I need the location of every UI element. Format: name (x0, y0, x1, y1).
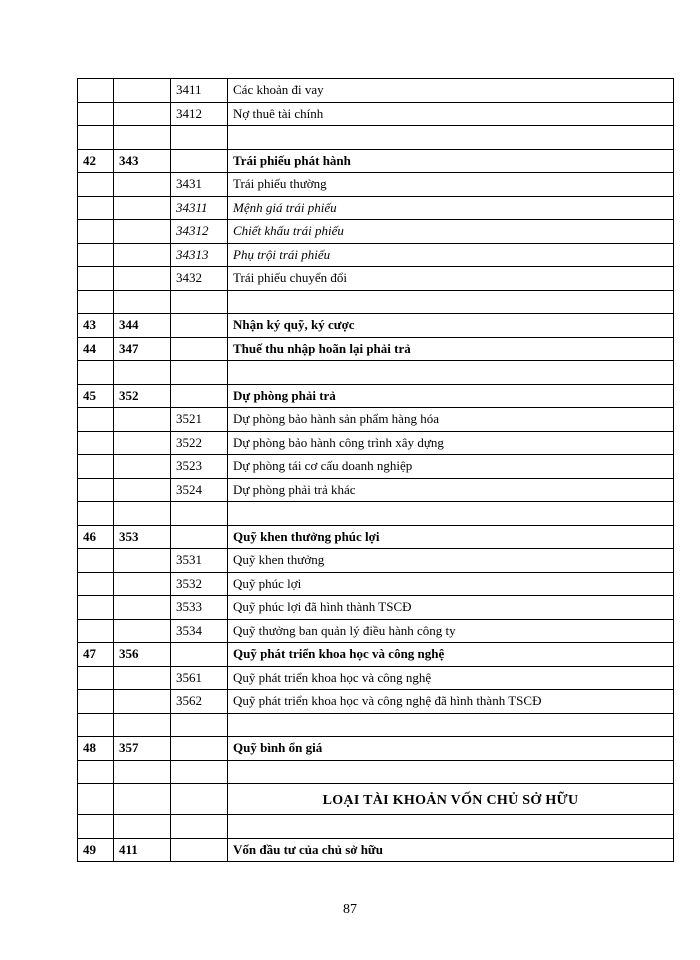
seq-number-cell: 48 (78, 737, 114, 761)
account-name-cell: Mệnh giá trái phiếu (228, 196, 674, 220)
level2-code-cell (171, 290, 228, 314)
level2-code-cell: 34313 (171, 243, 228, 267)
account-name-cell: Nhận ký quỹ, ký cược (228, 314, 674, 338)
seq-number-cell: 42 (78, 149, 114, 173)
level1-code-cell (114, 173, 171, 197)
level1-code-cell (114, 549, 171, 573)
table-body (78, 79, 674, 862)
seq-number-cell (78, 361, 114, 385)
seq-number-cell: 49 (78, 838, 114, 862)
account-row (78, 643, 674, 667)
account-name-cell (228, 361, 674, 385)
level1-code-cell (114, 361, 171, 385)
level2-code-cell: 3561 (171, 666, 228, 690)
account-name-cell: LOẠI TÀI KHOẢN VỐN CHỦ SỞ HỮU (228, 784, 674, 815)
account-row (78, 737, 674, 761)
level2-code-cell: 3534 (171, 619, 228, 643)
level2-code-cell: 3533 (171, 596, 228, 620)
account-row (78, 838, 674, 862)
level1-code-cell (114, 713, 171, 737)
level2-code-cell (171, 643, 228, 667)
account-name-cell: Phụ trội trái phiếu (228, 243, 674, 267)
spacer-row (78, 290, 674, 314)
seq-number-cell: 45 (78, 384, 114, 408)
seq-number-cell (78, 196, 114, 220)
sub-account-row (78, 478, 674, 502)
seq-number-cell (78, 290, 114, 314)
seq-number-cell (78, 478, 114, 502)
level1-code-cell (114, 478, 171, 502)
level1-code-cell: 353 (114, 525, 171, 549)
level2-code-cell (171, 784, 228, 815)
level1-code-cell (114, 760, 171, 784)
spacer-row (78, 713, 674, 737)
account-name-cell: Dự phòng tái cơ cấu doanh nghiệp (228, 455, 674, 479)
level1-code-cell (114, 220, 171, 244)
spacer-row (78, 760, 674, 784)
level2-code-cell: 3562 (171, 690, 228, 714)
account-name-cell: Dự phòng phải trả (228, 384, 674, 408)
account-name-cell (228, 126, 674, 150)
seq-number-cell (78, 666, 114, 690)
account-row (78, 337, 674, 361)
account-name-cell (228, 290, 674, 314)
level1-code-cell (114, 126, 171, 150)
level1-code-cell (114, 79, 171, 103)
level2-code-cell: 3532 (171, 572, 228, 596)
sub-account-row (78, 196, 674, 220)
level1-code-cell: 352 (114, 384, 171, 408)
seq-number-cell: 46 (78, 525, 114, 549)
seq-number-cell: 47 (78, 643, 114, 667)
seq-number-cell (78, 596, 114, 620)
seq-number-cell (78, 220, 114, 244)
level2-code-cell (171, 737, 228, 761)
level1-code-cell (114, 196, 171, 220)
account-name-cell: Trái phiếu phát hành (228, 149, 674, 173)
level1-code-cell (114, 102, 171, 126)
seq-number-cell (78, 713, 114, 737)
level2-code-cell (171, 126, 228, 150)
level1-code-cell: 357 (114, 737, 171, 761)
account-name-cell: Dự phòng bảo hành sản phẩm hàng hóa (228, 408, 674, 432)
account-name-cell: Quỹ bình ổn giá (228, 737, 674, 761)
seq-number-cell (78, 408, 114, 432)
level1-code-cell: 344 (114, 314, 171, 338)
seq-number-cell: 43 (78, 314, 114, 338)
seq-number-cell (78, 126, 114, 150)
sub-account-row (78, 408, 674, 432)
account-row (78, 314, 674, 338)
seq-number-cell (78, 455, 114, 479)
level1-code-cell (114, 596, 171, 620)
level2-code-cell (171, 815, 228, 839)
account-name-cell: Dự phòng bảo hành công trình xây dựng (228, 431, 674, 455)
seq-number-cell (78, 815, 114, 839)
sub-account-row (78, 102, 674, 126)
level1-code-cell (114, 455, 171, 479)
level1-code-cell (114, 572, 171, 596)
seq-number-cell (78, 690, 114, 714)
sub-account-row (78, 173, 674, 197)
level2-code-cell (171, 361, 228, 385)
level1-code-cell (114, 431, 171, 455)
account-name-cell: Quỹ khen thưởng (228, 549, 674, 573)
sub-account-row (78, 220, 674, 244)
level2-code-cell: 3411 (171, 79, 228, 103)
spacer-row (78, 815, 674, 839)
account-name-cell (228, 713, 674, 737)
sub-account-row (78, 690, 674, 714)
level1-code-cell: 356 (114, 643, 171, 667)
seq-number-cell (78, 243, 114, 267)
level2-code-cell: 3431 (171, 173, 228, 197)
account-name-cell (228, 502, 674, 526)
page-number: 87 (343, 902, 357, 917)
account-row (78, 384, 674, 408)
seq-number-cell (78, 267, 114, 291)
level2-code-cell: 3412 (171, 102, 228, 126)
level2-code-cell (171, 760, 228, 784)
account-row (78, 525, 674, 549)
level2-code-cell: 3521 (171, 408, 228, 432)
account-name-cell: Dự phòng phải trả khác (228, 478, 674, 502)
level2-code-cell (171, 384, 228, 408)
spacer-row (78, 126, 674, 150)
level1-code-cell (114, 784, 171, 815)
sub-account-row (78, 431, 674, 455)
seq-number-cell (78, 79, 114, 103)
account-name-cell: Vốn đầu tư của chủ sở hữu (228, 838, 674, 862)
seq-number-cell (78, 549, 114, 573)
account-name-cell: Quỹ phát triển khoa học và công nghệ (228, 643, 674, 667)
level1-code-cell: 347 (114, 337, 171, 361)
level1-code-cell (114, 619, 171, 643)
sub-account-row (78, 549, 674, 573)
account-name-cell: Quỹ thưởng ban quản lý điều hành công ty (228, 619, 674, 643)
sub-account-row (78, 619, 674, 643)
seq-number-cell (78, 572, 114, 596)
level2-code-cell (171, 713, 228, 737)
level2-code-cell (171, 525, 228, 549)
account-name-cell: Trái phiếu thường (228, 173, 674, 197)
spacer-row (78, 502, 674, 526)
level2-code-cell: 3523 (171, 455, 228, 479)
account-name-cell: Nợ thuê tài chính (228, 102, 674, 126)
seq-number-cell (78, 102, 114, 126)
section-heading-row (78, 784, 674, 815)
level2-code-cell: 3524 (171, 478, 228, 502)
account-name-cell (228, 815, 674, 839)
spacer-row (78, 361, 674, 385)
level2-code-cell (171, 314, 228, 338)
seq-number-cell: 44 (78, 337, 114, 361)
account-name-cell: Trái phiếu chuyển đổi (228, 267, 674, 291)
level1-code-cell (114, 408, 171, 432)
seq-number-cell (78, 431, 114, 455)
seq-number-cell (78, 173, 114, 197)
seq-number-cell (78, 760, 114, 784)
level1-code-cell (114, 290, 171, 314)
sub-account-row (78, 79, 674, 103)
sub-account-row (78, 455, 674, 479)
sub-account-row (78, 243, 674, 267)
level2-code-cell (171, 838, 228, 862)
level2-code-cell: 34312 (171, 220, 228, 244)
account-name-cell: Các khoản đi vay (228, 79, 674, 103)
account-name-cell: Quỹ khen thưởng phúc lợi (228, 525, 674, 549)
account-name-cell: Quỹ phúc lợi (228, 572, 674, 596)
account-name-cell: Quỹ phát triển khoa học và công nghệ đã hình thành TSCĐ (228, 690, 674, 714)
seq-number-cell (78, 619, 114, 643)
sub-account-row (78, 596, 674, 620)
level2-code-cell (171, 502, 228, 526)
sub-account-row (78, 267, 674, 291)
seq-number-cell (78, 784, 114, 815)
level2-code-cell (171, 337, 228, 361)
level1-code-cell (114, 267, 171, 291)
account-row (78, 149, 674, 173)
level2-code-cell: 3522 (171, 431, 228, 455)
chart-of-accounts-table (77, 78, 674, 862)
account-name-cell: Quỹ phúc lợi đã hình thành TSCĐ (228, 596, 674, 620)
level1-code-cell (114, 502, 171, 526)
level1-code-cell (114, 690, 171, 714)
level1-code-cell (114, 666, 171, 690)
seq-number-cell (78, 502, 114, 526)
sub-account-row (78, 572, 674, 596)
account-name-cell: Thuế thu nhập hoãn lại phải trả (228, 337, 674, 361)
level2-code-cell: 3531 (171, 549, 228, 573)
level2-code-cell (171, 149, 228, 173)
level1-code-cell: 343 (114, 149, 171, 173)
level1-code-cell (114, 815, 171, 839)
level2-code-cell: 34311 (171, 196, 228, 220)
account-name-cell: Quỹ phát triển khoa học và công nghệ (228, 666, 674, 690)
level1-code-cell (114, 243, 171, 267)
account-name-cell (228, 760, 674, 784)
level1-code-cell: 411 (114, 838, 171, 862)
account-name-cell: Chiết khấu trái phiếu (228, 220, 674, 244)
sub-account-row (78, 666, 674, 690)
level2-code-cell: 3432 (171, 267, 228, 291)
